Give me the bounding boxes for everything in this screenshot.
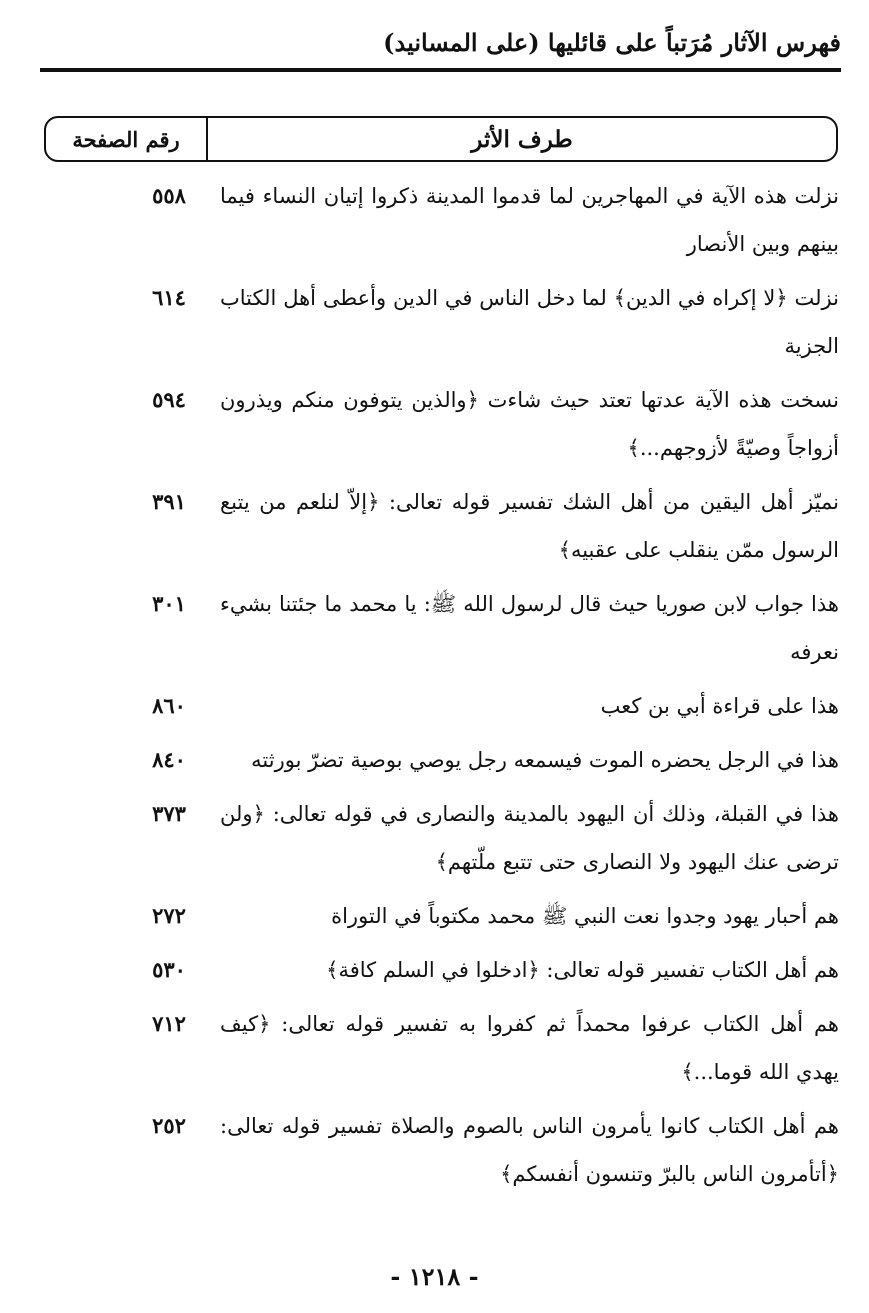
entry-text: هم أهل الكتاب تفسير قوله تعالى: ﴿ادخلوا في السلم كافة﴾ [326, 958, 839, 982]
entry-text: هم أحبار يهود وجدوا نعت النبي ﷺ محمد مكتوباً في التوراة [331, 904, 839, 928]
entry-page-number: ٥٩٤ [152, 387, 186, 412]
entry-page-number: ٥٣٠ [152, 957, 186, 982]
entry-page-number: ٣٠١ [152, 591, 186, 616]
entry-text: نميّز أهل اليقين من أهل الشك تفسير قوله تعالى: ﴿إلاّ لنلعم من يتبع الرسول ممّن ينقلب على عقبيه﴾ [220, 490, 839, 562]
list-item [0, 478, 869, 574]
entry-page-number: ٧١٢ [152, 1011, 186, 1036]
list-item [0, 1000, 869, 1096]
list-item [0, 274, 869, 370]
list-item [0, 682, 869, 730]
list-item [0, 580, 869, 676]
entry-page-number: ٦١٤ [152, 285, 186, 310]
entry-page-number: ٣٩١ [152, 489, 186, 514]
entry-text: هم أهل الكتاب كانوا يأمرون الناس بالصوم والصلاة تفسير قوله تعالى: ﴿أتأمرون الناس بالبرّ وتنسون أنفسكم﴾ [220, 1114, 839, 1186]
entry-text: هذا جواب لابن صوريا حيث قال لرسول الله ﷺ: يا محمد ما جئتنا بشيء نعرفه [220, 592, 839, 664]
entry-text: هذا على قراءة أبي بن كعب [600, 694, 839, 718]
entry-page-number: ٨٦٠ [152, 693, 186, 718]
list-item [0, 1102, 869, 1198]
list-item [0, 790, 869, 886]
entry-page-number: ٥٥٨ [152, 183, 186, 208]
running-head: فهرس الآثار مُرَتباً على قائليها (على المسانيد) [383, 28, 841, 57]
entry-page-number: ٢٧٢ [152, 903, 186, 928]
list-item [0, 172, 869, 268]
page-number: - ١٢١٨ - [390, 1262, 479, 1291]
column-header [44, 116, 838, 162]
page-column-header: رقم الصفحة [72, 126, 180, 152]
list-item [0, 892, 869, 940]
text-column-header: طرف الأثر [206, 118, 836, 160]
list-item [0, 736, 869, 784]
entry-text: هم أهل الكتاب عرفوا محمداً ثم كفروا به تفسير قوله تعالى: ﴿كيف يهدي الله قوما...﴾ [220, 1012, 839, 1084]
entry-page-number: ٣٧٣ [152, 801, 186, 826]
list-item [0, 376, 869, 472]
entry-page-number: ٨٤٠ [152, 747, 186, 772]
entry-text: نسخت هذه الآية عدتها تعتد حيث شاءت ﴿والذين يتوفون منكم ويذرون أزواجاً وصيّةً لأزوجهم...﴾ [220, 388, 839, 460]
entry-text: نزلت ﴿لا إكراه في الدين﴾ لما دخل الناس في الدين وأعطى أهل الكتاب الجزية [220, 286, 839, 358]
entry-page-number: ٢٥٢ [152, 1113, 186, 1138]
header-rule [40, 68, 841, 72]
entry-text: نزلت هذه الآية في المهاجرين لما قدموا المدينة ذكروا إتيان النساء فيما بينهم وبين الأنصار [220, 184, 839, 256]
list-item [0, 946, 869, 994]
entry-list [0, 172, 869, 1204]
entry-text: هذا في الرجل يحضره الموت فيسمعه رجل يوصي بوصية تضرّ بورثته [251, 748, 839, 772]
entry-text: هذا في القبلة، وذلك أن اليهود بالمدينة والنصارى في قوله تعالى: ﴿ولن ترضى عنك اليهود ولا النصارى حتى تتبع ملّتهم﴾ [220, 802, 839, 874]
